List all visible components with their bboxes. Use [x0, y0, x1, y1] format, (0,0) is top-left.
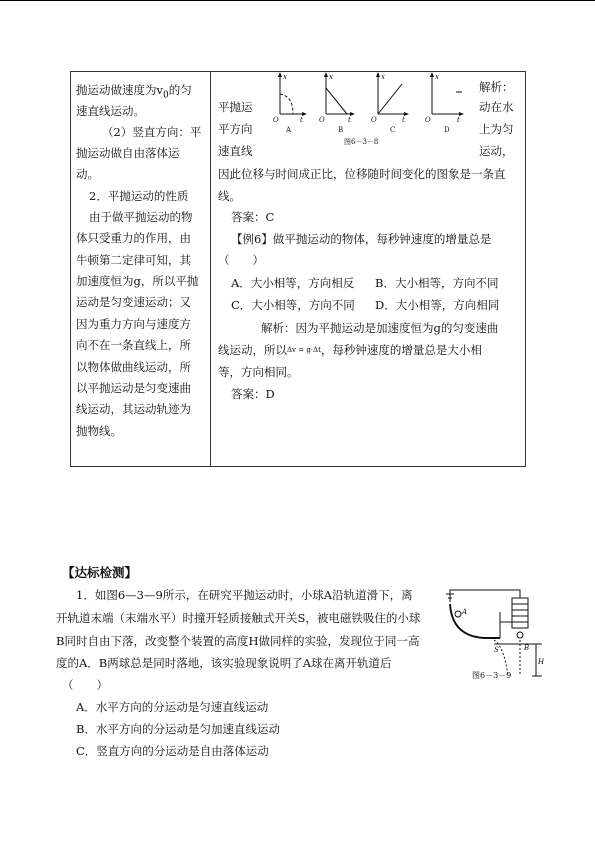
label-h: H — [538, 658, 544, 666]
left-line-17: 抛物线。 — [76, 424, 122, 438]
right-wrap-right-3: 运动， — [479, 144, 514, 158]
right-wrap-right-0: 解析： — [479, 80, 514, 94]
question-1-line-1: 1．如图6—3—9所示，在研究平抛运动时，小球A沿轨道滑下，离 — [76, 588, 413, 602]
left-line-2: 速直线运动。 — [76, 104, 145, 118]
page-top-rule — [0, 0, 595, 1]
left-line-6: 2．平抛运动的性质 — [89, 189, 189, 203]
check-option-c: C．竖直方向的分运动是自由落体运动 — [76, 744, 269, 758]
graph-c-axis-x-label: t — [402, 116, 405, 124]
right-wrap-right-1: 动在水 — [479, 100, 514, 114]
label-s: S — [494, 646, 499, 654]
left-line-7: 由于做平抛运动的物 — [89, 210, 193, 224]
example-6-question: 【例6】做平抛运动的物体，每秒钟速度的增量总是 — [231, 232, 492, 246]
graph-a-origin: O — [273, 116, 279, 124]
figure-6-3-9 — [444, 584, 544, 684]
left-line-3: （2）竖直方向：平 — [102, 125, 202, 139]
option-c: C．大小相等，方向不同 — [231, 298, 355, 312]
left-line-14: 以物体做曲线运动，所 — [76, 360, 191, 374]
option-d: D．大小相等，方向相同 — [375, 298, 500, 312]
graph-b-line — [326, 88, 347, 114]
right-wrap-right-2: 上为匀 — [479, 122, 514, 136]
graph-b-axis-y-label: x — [329, 73, 333, 81]
left-line-16: 线运动，其运动轨迹为 — [76, 402, 191, 416]
question-1-paren: （ ） — [62, 678, 108, 692]
question-1-line-3: B同时自由下落，改变整个装置的高度H做同样的实验，发现位于同一高 — [56, 634, 420, 648]
right-wrap-left-2: 平方向 — [218, 122, 253, 136]
question-1-line-4: 度的A．B两球总是同时落地，该实验现象说明了A球在离开轨道后 — [56, 656, 392, 670]
right-line-4: 因此位移与时间成正比，位移随时间变化的图象是一条直 — [218, 167, 506, 181]
figure-6-3-8 — [262, 70, 476, 146]
figure-6-3-9-caption: 图6－3－9 — [472, 671, 512, 680]
check-option-a: A．水平方向的分运动是匀速直线运动 — [76, 700, 269, 714]
example-6-paren: （ ） — [218, 253, 264, 267]
analysis-line-3: 等，方向相同。 — [218, 365, 299, 379]
answer-c: 答案：C — [231, 210, 275, 224]
left-line-9: 牛顿第二定律可知，其 — [76, 253, 191, 267]
left-line-8: 体只受重力的作用，由 — [76, 231, 191, 245]
right-wrap-left-1: 平抛运 — [218, 100, 253, 114]
graph-b-label: B — [338, 126, 344, 134]
graph-c-axis-y-label: x — [381, 73, 385, 81]
graph-a-axis-y-label: x — [283, 73, 287, 81]
graph-a-curve — [280, 94, 293, 114]
electromagnet — [512, 598, 528, 628]
label-b: B — [524, 644, 530, 652]
analysis-line-2: 线运动，所以Δv = g·Δt，每秒钟速度的增量总是大小相 — [218, 343, 482, 357]
analysis-line-1: 解析：因为平抛运动是加速度恒为g的匀变速曲 — [261, 321, 499, 335]
column-divider — [210, 72, 211, 466]
left-line-5: 动。 — [76, 167, 99, 181]
circuit-wire — [450, 590, 520, 602]
option-b: B．大小相等，方向不同 — [375, 276, 499, 290]
left-line-10: 加速度恒为g，所以平抛 — [76, 274, 199, 288]
option-a: A．大小相等，方向相反 — [231, 276, 355, 290]
question-1-line-2: 开轨道末端（末端水平）时撞开轻质接触式开关S，被电磁铁吸住的小球 — [56, 611, 421, 625]
label-a: A — [462, 608, 468, 616]
figure-6-3-8-caption: 图6－3－8 — [344, 138, 379, 146]
ball-b — [517, 632, 523, 638]
ball-a — [455, 611, 461, 617]
right-wrap-left-3: 速直线 — [218, 144, 253, 158]
answer-d: 答案：D — [231, 387, 275, 401]
check-heading: 【达标检测】 — [62, 565, 138, 580]
graph-c-origin: O — [371, 116, 377, 124]
formula-delta-v: Δv = g·Δt — [287, 346, 321, 354]
left-line-15: 以平抛运动是匀变速曲 — [76, 381, 191, 395]
left-line-12: 因为重力方向与速度方 — [76, 317, 191, 331]
graph-d-axis-x-label: t — [457, 116, 460, 124]
right-line-5: 线。 — [218, 189, 241, 203]
curved-track — [450, 604, 500, 638]
graph-c-label: C — [390, 126, 396, 134]
left-line-13: 向不在一条直线上，所 — [76, 338, 191, 352]
graph-a-label: A — [286, 126, 292, 134]
graph-c-line — [378, 84, 402, 114]
left-line-1: 抛运动做速度为$v_0$的匀 — [76, 83, 192, 101]
graph-b-origin: O — [319, 116, 325, 124]
graph-d-label: D — [444, 126, 450, 134]
left-line-4: 抛运动做自由落体运 — [76, 146, 180, 160]
graph-d-axis-y-label: x — [435, 73, 439, 81]
left-line-11: 运动是匀变速运动；又 — [76, 295, 191, 309]
graph-b-axis-x-label: t — [348, 116, 351, 124]
check-option-b: B．水平方向的分运动是匀加速直线运动 — [76, 722, 280, 736]
graph-a-axis-x-label: t — [300, 116, 303, 124]
graph-d-origin: O — [425, 116, 431, 124]
